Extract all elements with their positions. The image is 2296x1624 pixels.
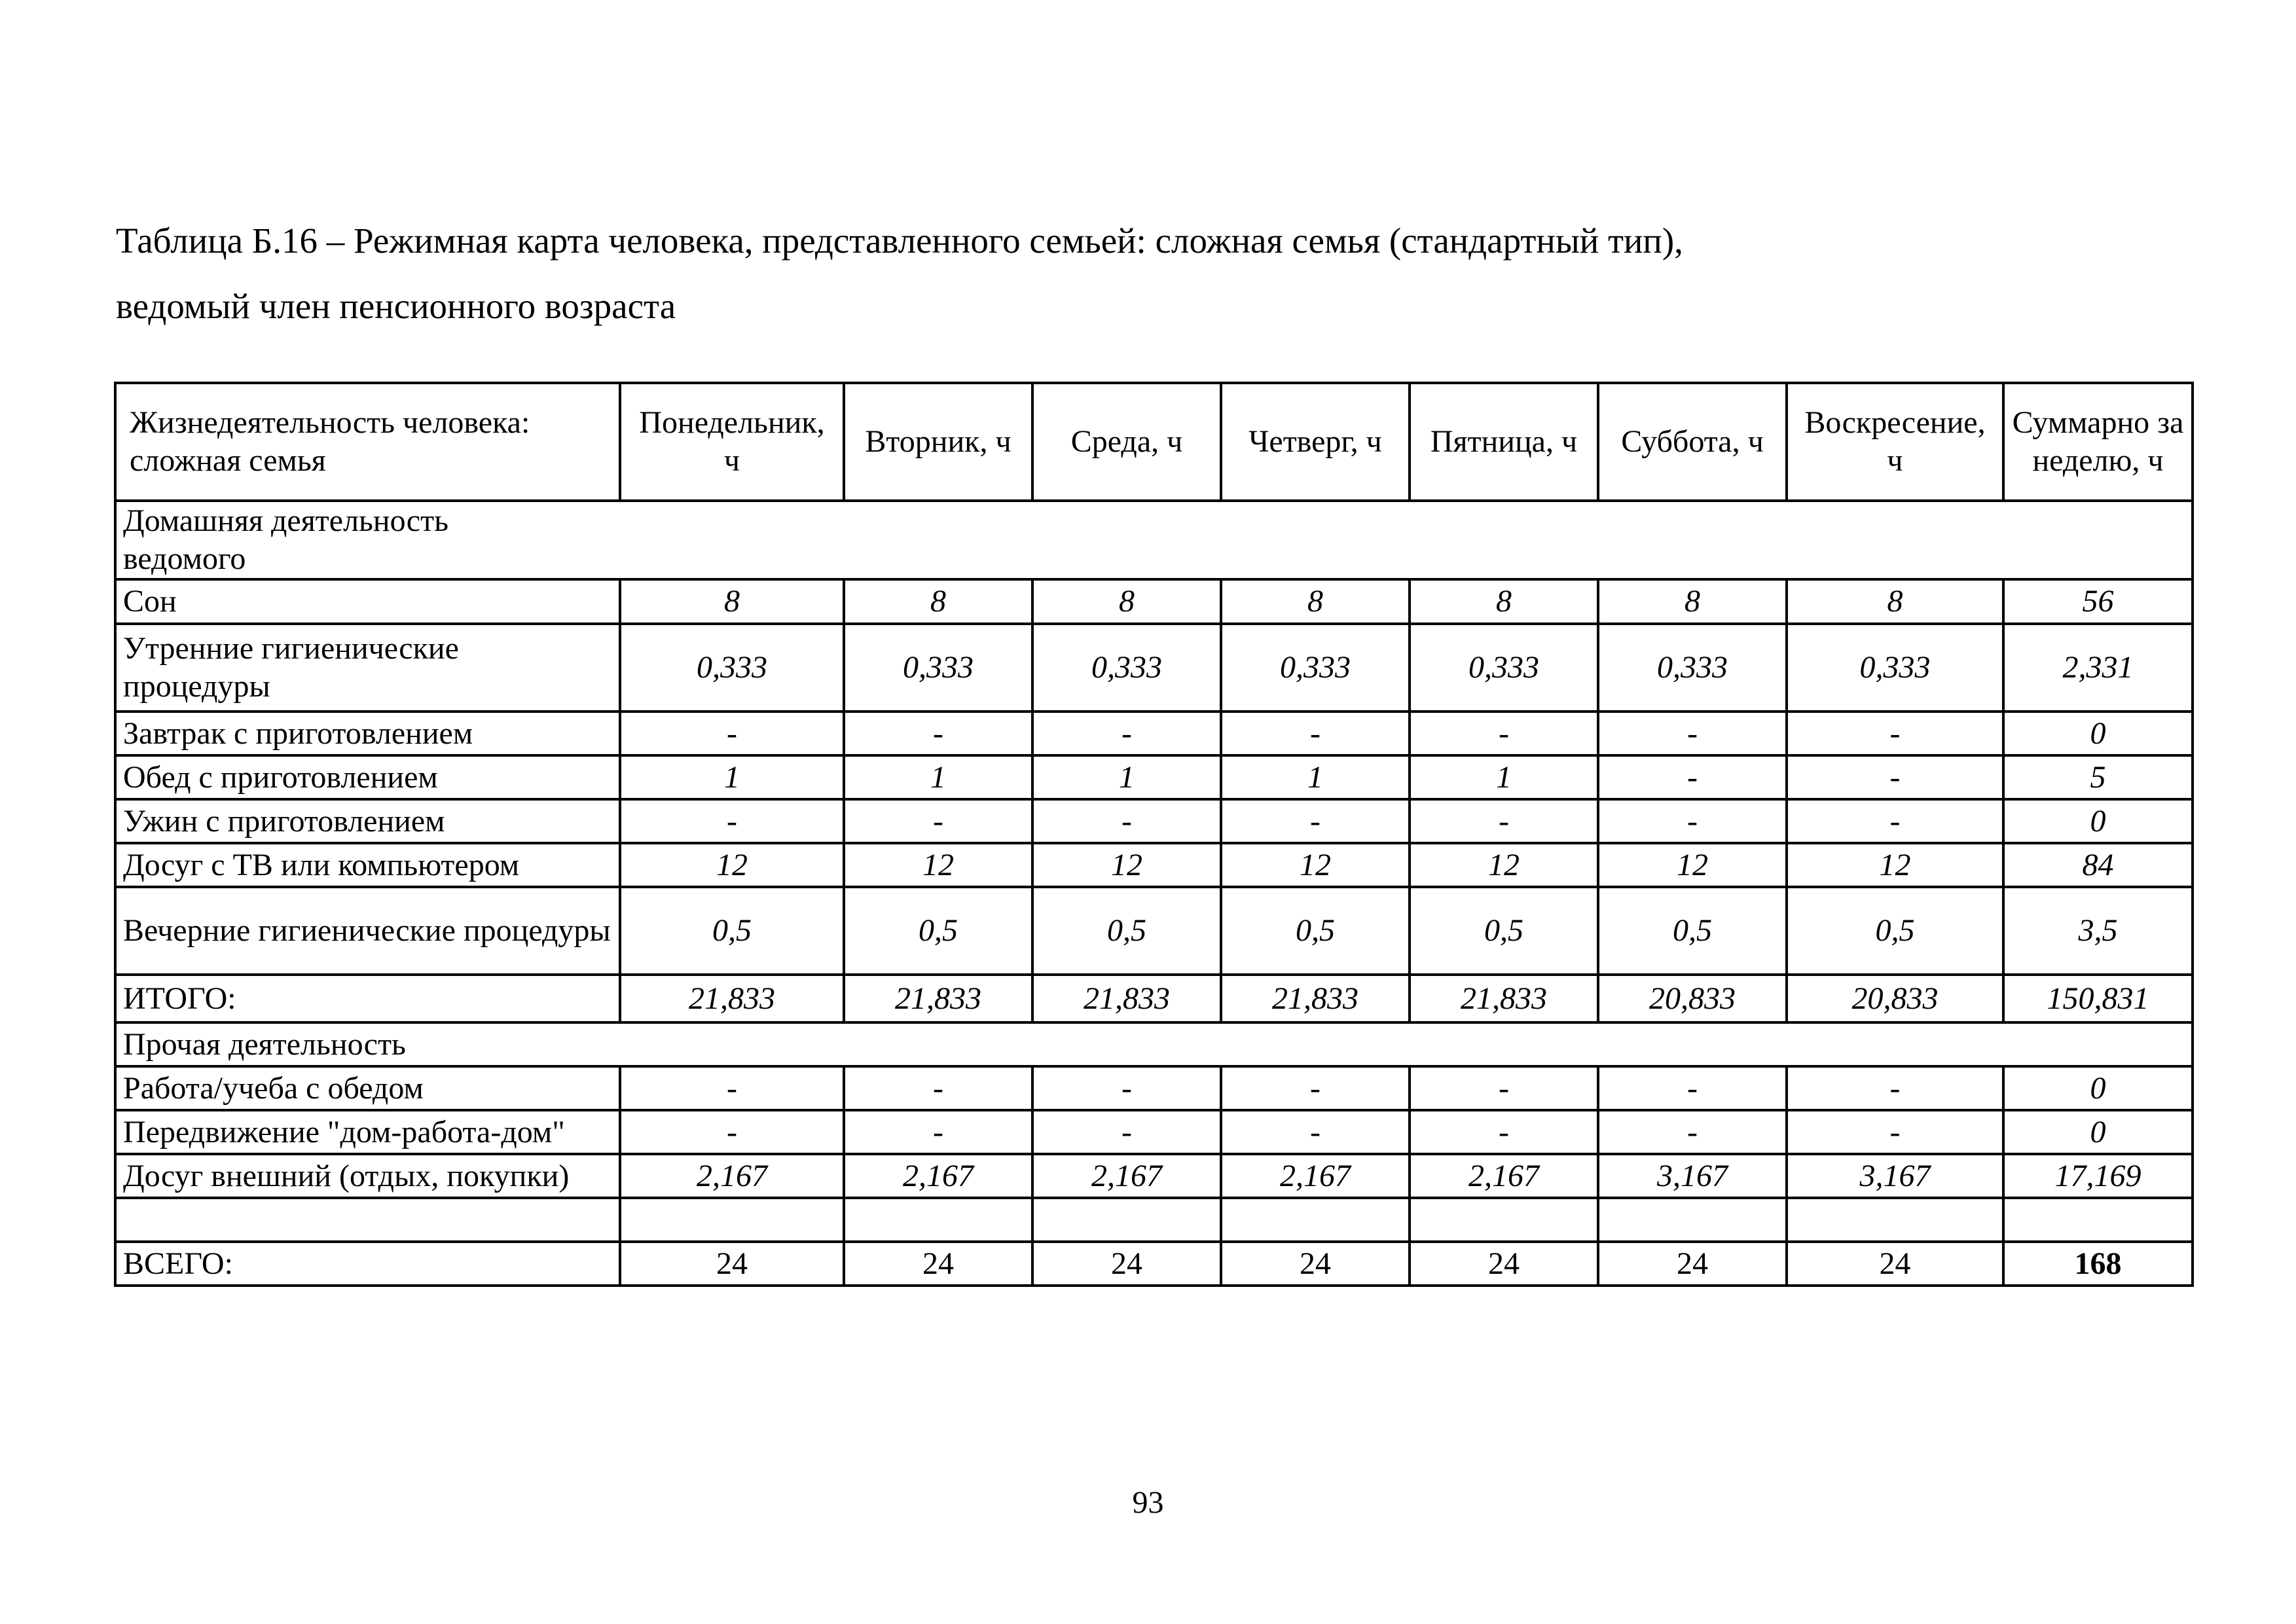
cell-value: - (1787, 755, 2003, 799)
cell-total: 3,5 (2003, 887, 2193, 975)
row-label: Утренние гигиенические процедуры (115, 624, 620, 712)
cell-value: - (1598, 755, 1787, 799)
cell-value: 20,833 (1598, 975, 1787, 1022)
cell-value: 12 (1410, 843, 1598, 887)
cell-value: 0,5 (1410, 887, 1598, 975)
table-row (115, 712, 2193, 755)
table-row (115, 1066, 2193, 1110)
row-label: Завтрак с приготовлением (115, 712, 620, 755)
cell-total: 0 (2003, 1110, 2193, 1154)
cell-value: - (1787, 1066, 2003, 1110)
cell-value: 21,833 (1221, 975, 1410, 1022)
row-label: Досуг с ТВ или компьютером (115, 843, 620, 887)
cell-total: 17,169 (2003, 1154, 2193, 1198)
cell-value: 8 (844, 579, 1032, 624)
row-label: Ужин с приготовлением (115, 799, 620, 843)
cell-value: 8 (1787, 579, 2003, 624)
cell-value: 2,167 (1410, 1154, 1598, 1198)
cell-value: 24 (1598, 1242, 1787, 1286)
cell-value: 1 (1221, 755, 1410, 799)
empty-cell (115, 1198, 620, 1242)
cell-value: 21,833 (844, 975, 1032, 1022)
cell-total: 0 (2003, 712, 2193, 755)
cell-value: 24 (1787, 1242, 2003, 1286)
cell-value: 20,833 (1787, 975, 2003, 1022)
table-row (115, 755, 2193, 799)
cell-value: 0,333 (1032, 624, 1221, 712)
cell-value: 8 (1598, 579, 1787, 624)
cell-value: - (1410, 799, 1598, 843)
caption-line-1: Таблица Б.16 – Режимная карта человека, представленного семьей: сложная семья (стандартный тип), (116, 221, 1683, 261)
cell-value: - (1410, 1110, 1598, 1154)
cell-value: 2,167 (620, 1154, 844, 1198)
cell-value: 1 (844, 755, 1032, 799)
cell-value: 0,333 (1787, 624, 2003, 712)
cell-value: - (620, 1110, 844, 1154)
cell-value: 12 (1032, 843, 1221, 887)
cell-value: 21,833 (620, 975, 844, 1022)
cell-value: - (1598, 1066, 1787, 1110)
cell-value: - (1032, 1110, 1221, 1154)
row-label: ВСЕГО: (115, 1242, 620, 1286)
header-monday: Понедельник, ч (620, 383, 844, 501)
cell-value: 0,5 (844, 887, 1032, 975)
section-row-home (115, 501, 2193, 579)
section-row-other (115, 1022, 2193, 1066)
cell-value: 3,167 (1787, 1154, 2003, 1198)
cell-value: - (1598, 712, 1787, 755)
empty-cell (1598, 1198, 1787, 1242)
cell-value: - (1032, 712, 1221, 755)
header-activity: Жизнедеятельность человека: сложная семья (115, 383, 620, 501)
cell-value: 24 (1032, 1242, 1221, 1286)
empty-cell (844, 1198, 1032, 1242)
cell-value: 1 (1410, 755, 1598, 799)
subtotal-row (115, 975, 2193, 1022)
row-label: ИТОГО: (115, 975, 620, 1022)
cell-value: 12 (1221, 843, 1410, 887)
cell-total: 2,331 (2003, 624, 2193, 712)
cell-value: 24 (844, 1242, 1032, 1286)
cell-value: - (620, 712, 844, 755)
cell-value: - (1598, 1110, 1787, 1154)
grand-total-row (115, 1242, 2193, 1286)
cell-value: - (620, 799, 844, 843)
cell-value: 0,5 (1221, 887, 1410, 975)
empty-cell (1410, 1198, 1598, 1242)
table-row (115, 887, 2193, 975)
cell-value: - (844, 1066, 1032, 1110)
cell-value: 8 (620, 579, 844, 624)
cell-total: 5 (2003, 755, 2193, 799)
cell-value: - (1032, 1066, 1221, 1110)
cell-value: 12 (1787, 843, 2003, 887)
section-other-label: Прочая деятельность (115, 1022, 2193, 1066)
cell-total: 0 (2003, 799, 2193, 843)
header-saturday: Суббота, ч (1598, 383, 1787, 501)
cell-value: 3,167 (1598, 1154, 1787, 1198)
header-tuesday: Вторник, ч (844, 383, 1032, 501)
header-weekly-total: Суммарно за неделю, ч (2003, 383, 2193, 501)
section-home-label: Домашняя деятельность ведомого (123, 503, 448, 576)
cell-value: 2,167 (1032, 1154, 1221, 1198)
row-label: Передвижение "дом-работа-дом" (115, 1110, 620, 1154)
cell-value: 0,333 (844, 624, 1032, 712)
cell-value: - (1221, 1110, 1410, 1154)
cell-value: 0,5 (1032, 887, 1221, 975)
cell-value: - (620, 1066, 844, 1110)
cell-value: - (1787, 1110, 2003, 1154)
table-row (115, 843, 2193, 887)
row-label: Досуг внешний (отдых, покупки) (115, 1154, 620, 1198)
table-row (115, 624, 2193, 712)
caption-line-2: ведомый член пенсионного возраста (116, 286, 676, 326)
header-wednesday: Среда, ч (1032, 383, 1221, 501)
cell-value: 0,5 (1787, 887, 2003, 975)
cell-value: 8 (1032, 579, 1221, 624)
empty-cell (1787, 1198, 2003, 1242)
cell-value: - (1787, 799, 2003, 843)
cell-value: - (1787, 712, 2003, 755)
empty-row (115, 1198, 2193, 1242)
cell-total: 150,831 (2003, 975, 2193, 1022)
cell-value: - (1221, 799, 1410, 843)
row-label: Работа/учеба с обедом (115, 1066, 620, 1110)
cell-value: - (1410, 712, 1598, 755)
table-row (115, 1154, 2193, 1198)
cell-value: 0,333 (1598, 624, 1787, 712)
cell-value: 12 (844, 843, 1032, 887)
cell-value: 12 (1598, 843, 1787, 887)
cell-value: 21,833 (1032, 975, 1221, 1022)
cell-value: 24 (620, 1242, 844, 1286)
table-row (115, 799, 2193, 843)
cell-total: 84 (2003, 843, 2193, 887)
empty-cell (1221, 1198, 1410, 1242)
cell-value: 24 (1410, 1242, 1598, 1286)
cell-value: - (1032, 799, 1221, 843)
table-row (115, 579, 2193, 624)
cell-value: 1 (1032, 755, 1221, 799)
table-row (115, 1110, 2193, 1154)
table-caption (116, 208, 2211, 339)
cell-value: - (1598, 799, 1787, 843)
cell-total: 0 (2003, 1066, 2193, 1110)
cell-value: 8 (1410, 579, 1598, 624)
regime-table (114, 382, 2194, 1287)
cell-value: 24 (1221, 1242, 1410, 1286)
cell-value: - (1221, 1066, 1410, 1110)
empty-cell (2003, 1198, 2193, 1242)
cell-value: 2,167 (844, 1154, 1032, 1198)
row-label: Сон (115, 579, 620, 624)
cell-value: 0,5 (620, 887, 844, 975)
cell-value: 1 (620, 755, 844, 799)
cell-value: 0,333 (620, 624, 844, 712)
row-label: Обед с приготовлением (115, 755, 620, 799)
cell-value: - (844, 712, 1032, 755)
cell-value: 12 (620, 843, 844, 887)
cell-value: 0,333 (1221, 624, 1410, 712)
cell-value: - (844, 1110, 1032, 1154)
cell-value: 0,5 (1598, 887, 1787, 975)
row-label: Вечерние гигиенические процедуры (115, 887, 620, 975)
page-number: 93 (1132, 1485, 1164, 1520)
cell-value: 8 (1221, 579, 1410, 624)
header-row (115, 383, 2193, 501)
header-thursday: Четверг, ч (1221, 383, 1410, 501)
cell-grand-total: 168 (2003, 1242, 2193, 1286)
cell-value: 2,167 (1221, 1154, 1410, 1198)
cell-value: - (844, 799, 1032, 843)
cell-value: 21,833 (1410, 975, 1598, 1022)
cell-value: - (1410, 1066, 1598, 1110)
cell-value: - (1221, 712, 1410, 755)
empty-cell (1032, 1198, 1221, 1242)
cell-value: 0,333 (1410, 624, 1598, 712)
header-friday: Пятница, ч (1410, 383, 1598, 501)
cell-total: 56 (2003, 579, 2193, 624)
empty-cell (620, 1198, 844, 1242)
header-sunday: Воскресение, ч (1787, 383, 2003, 501)
